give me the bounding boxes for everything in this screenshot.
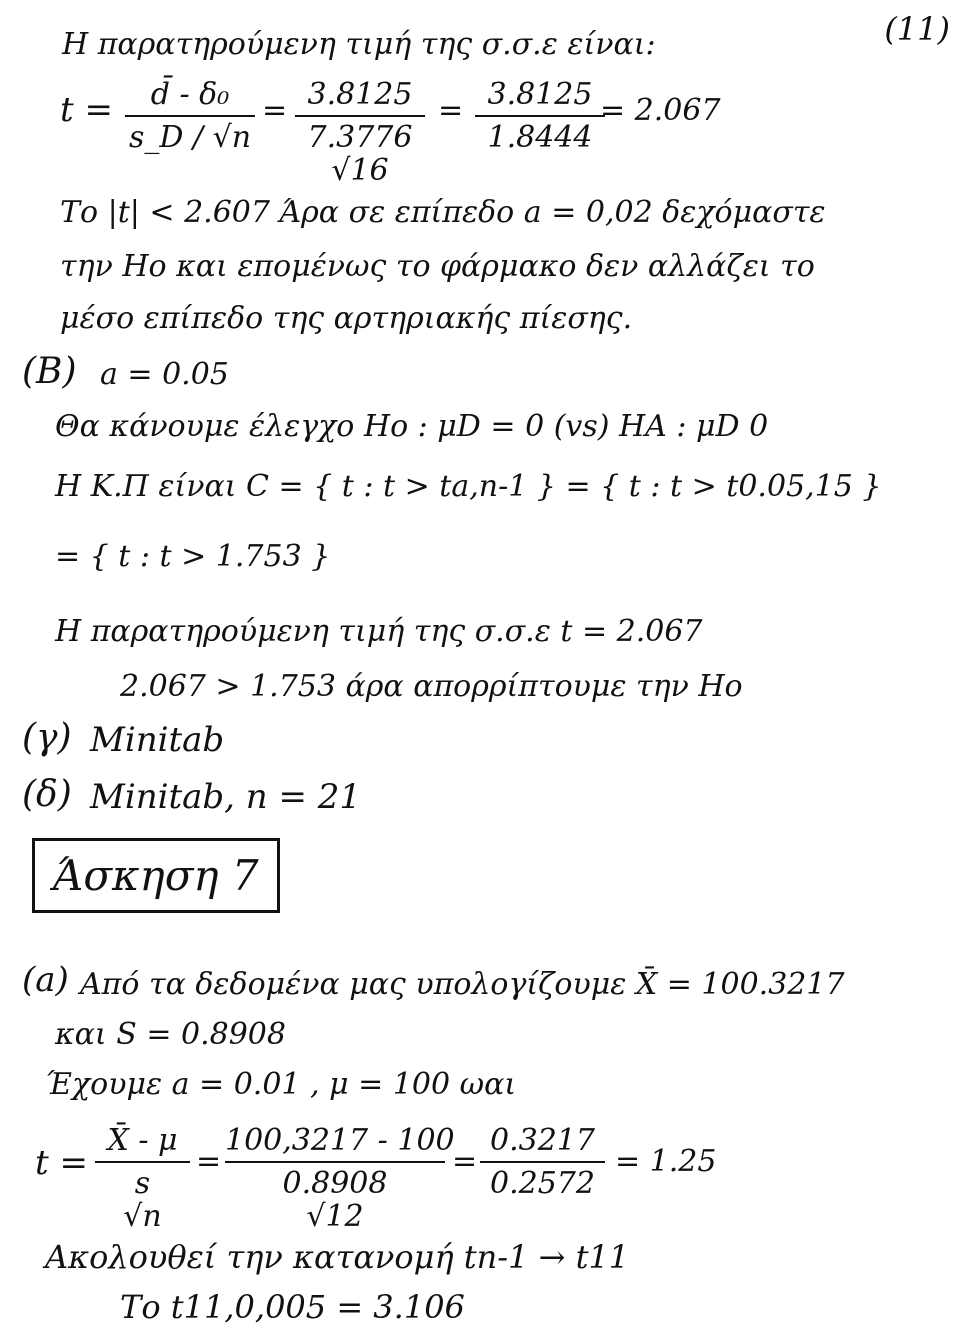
fraction-numerator: 0.3217 [490,1123,595,1158]
part-g-text: Minitab [90,720,225,760]
equals-sign: = [452,1144,478,1179]
line-observed-value: Η παρατηρούμενη τιμή της σ.σ.ε είναι: [62,27,656,62]
fraction-simplified [480,1124,605,1200]
fraction-denominator: s [134,1166,151,1201]
t-label: t = [60,90,113,130]
equals-sign: = [262,93,288,128]
critical-value-line: Το t11,0,005 = 3.106 [120,1288,465,1326]
hypothesis-line: Θα κάνουμε έλεγχο Ho : μD = 0 (vs) HA : μD 0 [55,409,769,444]
part-b-alpha: a = 0.05 [100,357,229,392]
distribution-line: Ακολουθεί την κατανομή tn-1 → t11 [45,1238,630,1276]
equals-sign: = [196,1144,222,1179]
part-a2-label: (a) [22,960,69,1000]
fraction-values [295,78,425,187]
conclusion-line-3: μέσο επίπεδο της αρτηριακής πίεσης. [60,301,633,336]
critical-region-line: Η Κ.Π είναι C = { t : t > ta,n-1 } = { t : t > t0.05,15 } [55,469,882,504]
fraction-denominator: 0.8908 [282,1166,388,1201]
fraction-numerator: 3.8125 [487,77,593,112]
fraction-numerator: 3.8125 [307,77,413,112]
parameters-line: Έχουμε a = 0.01 , μ = 100 ωαι [45,1067,517,1102]
fraction-numerator: X̄ - μ [107,1123,178,1158]
observed-value-line: Η παρατηρούμενη τιμή της σ.σ.ε t = 2.067 [55,614,703,649]
fraction-values [225,1123,455,1234]
fraction-denominator: 1.8444 [487,120,593,155]
fraction-denominator: s_D / √n [128,120,252,155]
decision-line: 2.067 > 1.753 άρα απορρίπτουμε την Ho [120,669,743,704]
fraction-formula [95,1124,190,1233]
exercise-title: Άσκηση 7 [32,838,280,913]
part-d-label: (δ) [22,774,72,815]
conclusion-line-2: την Ho και επομένως το φάρμακο δεν αλλάζει το [60,249,815,284]
fraction-numerator: 100,3217 - 100 [225,1123,455,1158]
critical-region-value: = { t : t > 1.753 } [55,539,331,574]
fraction-denominator-sqrt: √16 [331,153,389,188]
fraction-numerator: d̄ - δ₀ [150,77,230,112]
fraction-denominator-sqrt: √n [123,1199,162,1234]
t-result: = 1.25 [615,1144,717,1179]
t-label: t = [35,1143,88,1183]
sample-sd-line: και S = 0.8908 [55,1017,286,1052]
fraction-denominator: 0.2572 [490,1166,595,1201]
part-g-label: (γ) [22,717,72,758]
fraction-denominator-sqrt: √12 [306,1199,364,1234]
fraction-denominator: 7.3776 [307,120,413,155]
part-d-text: Minitab, n = 21 [90,777,362,817]
fraction-formula [125,78,255,154]
conclusion-line-1: Το |t| < 2.607 Άρα σε επίπεδο a = 0,02 δεχόμαστε [60,195,826,230]
t-result: = 2.067 [600,93,721,128]
part-b-label: (B) [22,351,77,392]
equals-sign: = [438,93,464,128]
sample-mean-line: Από τα δεδομένα μας υπολογίζουμε X̄ = 100.3217 [80,967,845,1002]
page-number: (11) [884,10,950,48]
fraction-simplified [475,78,605,154]
